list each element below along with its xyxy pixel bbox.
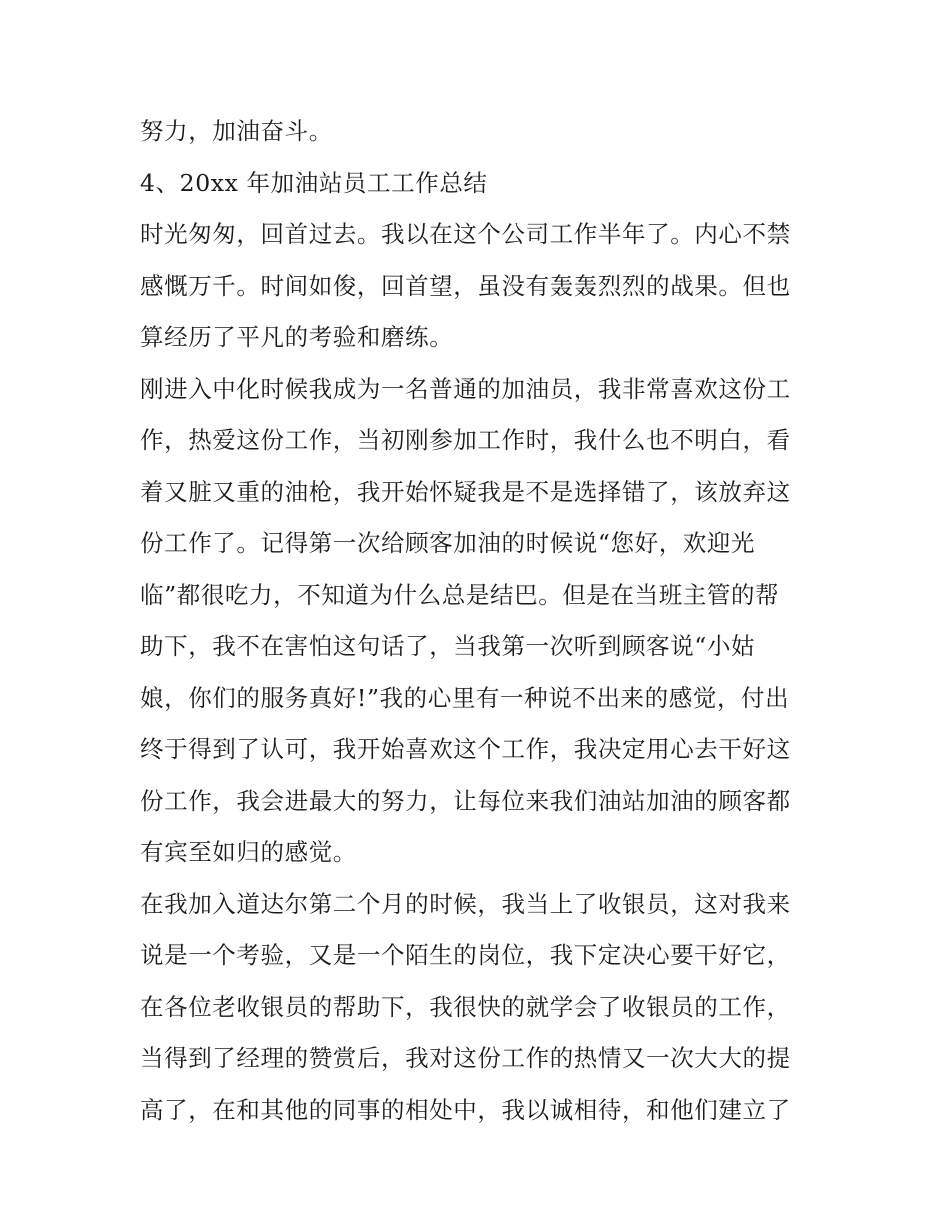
- text-line: 份工作了。记得第一次给顾客加油的时候说“您好，欢迎光: [140, 529, 756, 557]
- text-line: 算经历了平凡的考验和磨练。: [140, 323, 454, 351]
- text-line: 时光匆匆，回首过去。我以在这个公司工作半年了。内心不禁: [140, 220, 791, 248]
- text-line: 有宾至如归的感觉。: [140, 838, 357, 866]
- text-line: 作，热爱这份工作，当初刚参加工作时，我什么也不明白，看: [140, 426, 791, 454]
- text-line: 努力，加油奋斗。: [140, 117, 333, 145]
- section-heading: 4、20xx 年加油站员工工作总结: [140, 168, 488, 197]
- document-body: [140, 106, 820, 1136]
- text-line: 娘，你们的服务真好!”我的心里有一种说不出来的感觉，付出: [140, 683, 790, 712]
- text-line: 在我加入道达尔第二个月的时候，我当上了收银员，这对我来: [140, 889, 791, 918]
- text-line: 当得到了经理的赞赏后，我对这份工作的热情又一次大大的提: [140, 1044, 791, 1072]
- text-line: 份工作，我会进最大的努力，让每位来我们油站加油的顾客都: [140, 786, 791, 815]
- text-line: 着又脏又重的油枪，我开始怀疑我是不是选择错了，该放弃这: [140, 477, 791, 506]
- text-line: 终于得到了认可，我开始喜欢这个工作，我决定用心去干好这: [140, 735, 791, 763]
- text-line: 临”都很吃力，不知道为什么总是结巴。但是在当班主管的帮: [140, 580, 780, 609]
- text-line: 高了，在和其他的同事的相处中，我以诚相待，和他们建立了: [140, 1095, 791, 1124]
- text-line: 在各位老收银员的帮助下，我很快的就学会了收银员的工作，: [140, 992, 791, 1021]
- text-line: 刚进入中化时候我成为一名普通的加油员，我非常喜欢这份工: [140, 374, 791, 403]
- text-line: 说是一个考验，又是一个陌生的岗位，我下定决心要干好它，: [140, 941, 791, 969]
- text-line: 感慨万千。时间如俊，回首望，虽没有轰轰烈烈的战果。但也: [140, 271, 791, 300]
- text-line: 助下，我不在害怕这句话了，当我第一次听到顾客说“小姑: [140, 632, 756, 660]
